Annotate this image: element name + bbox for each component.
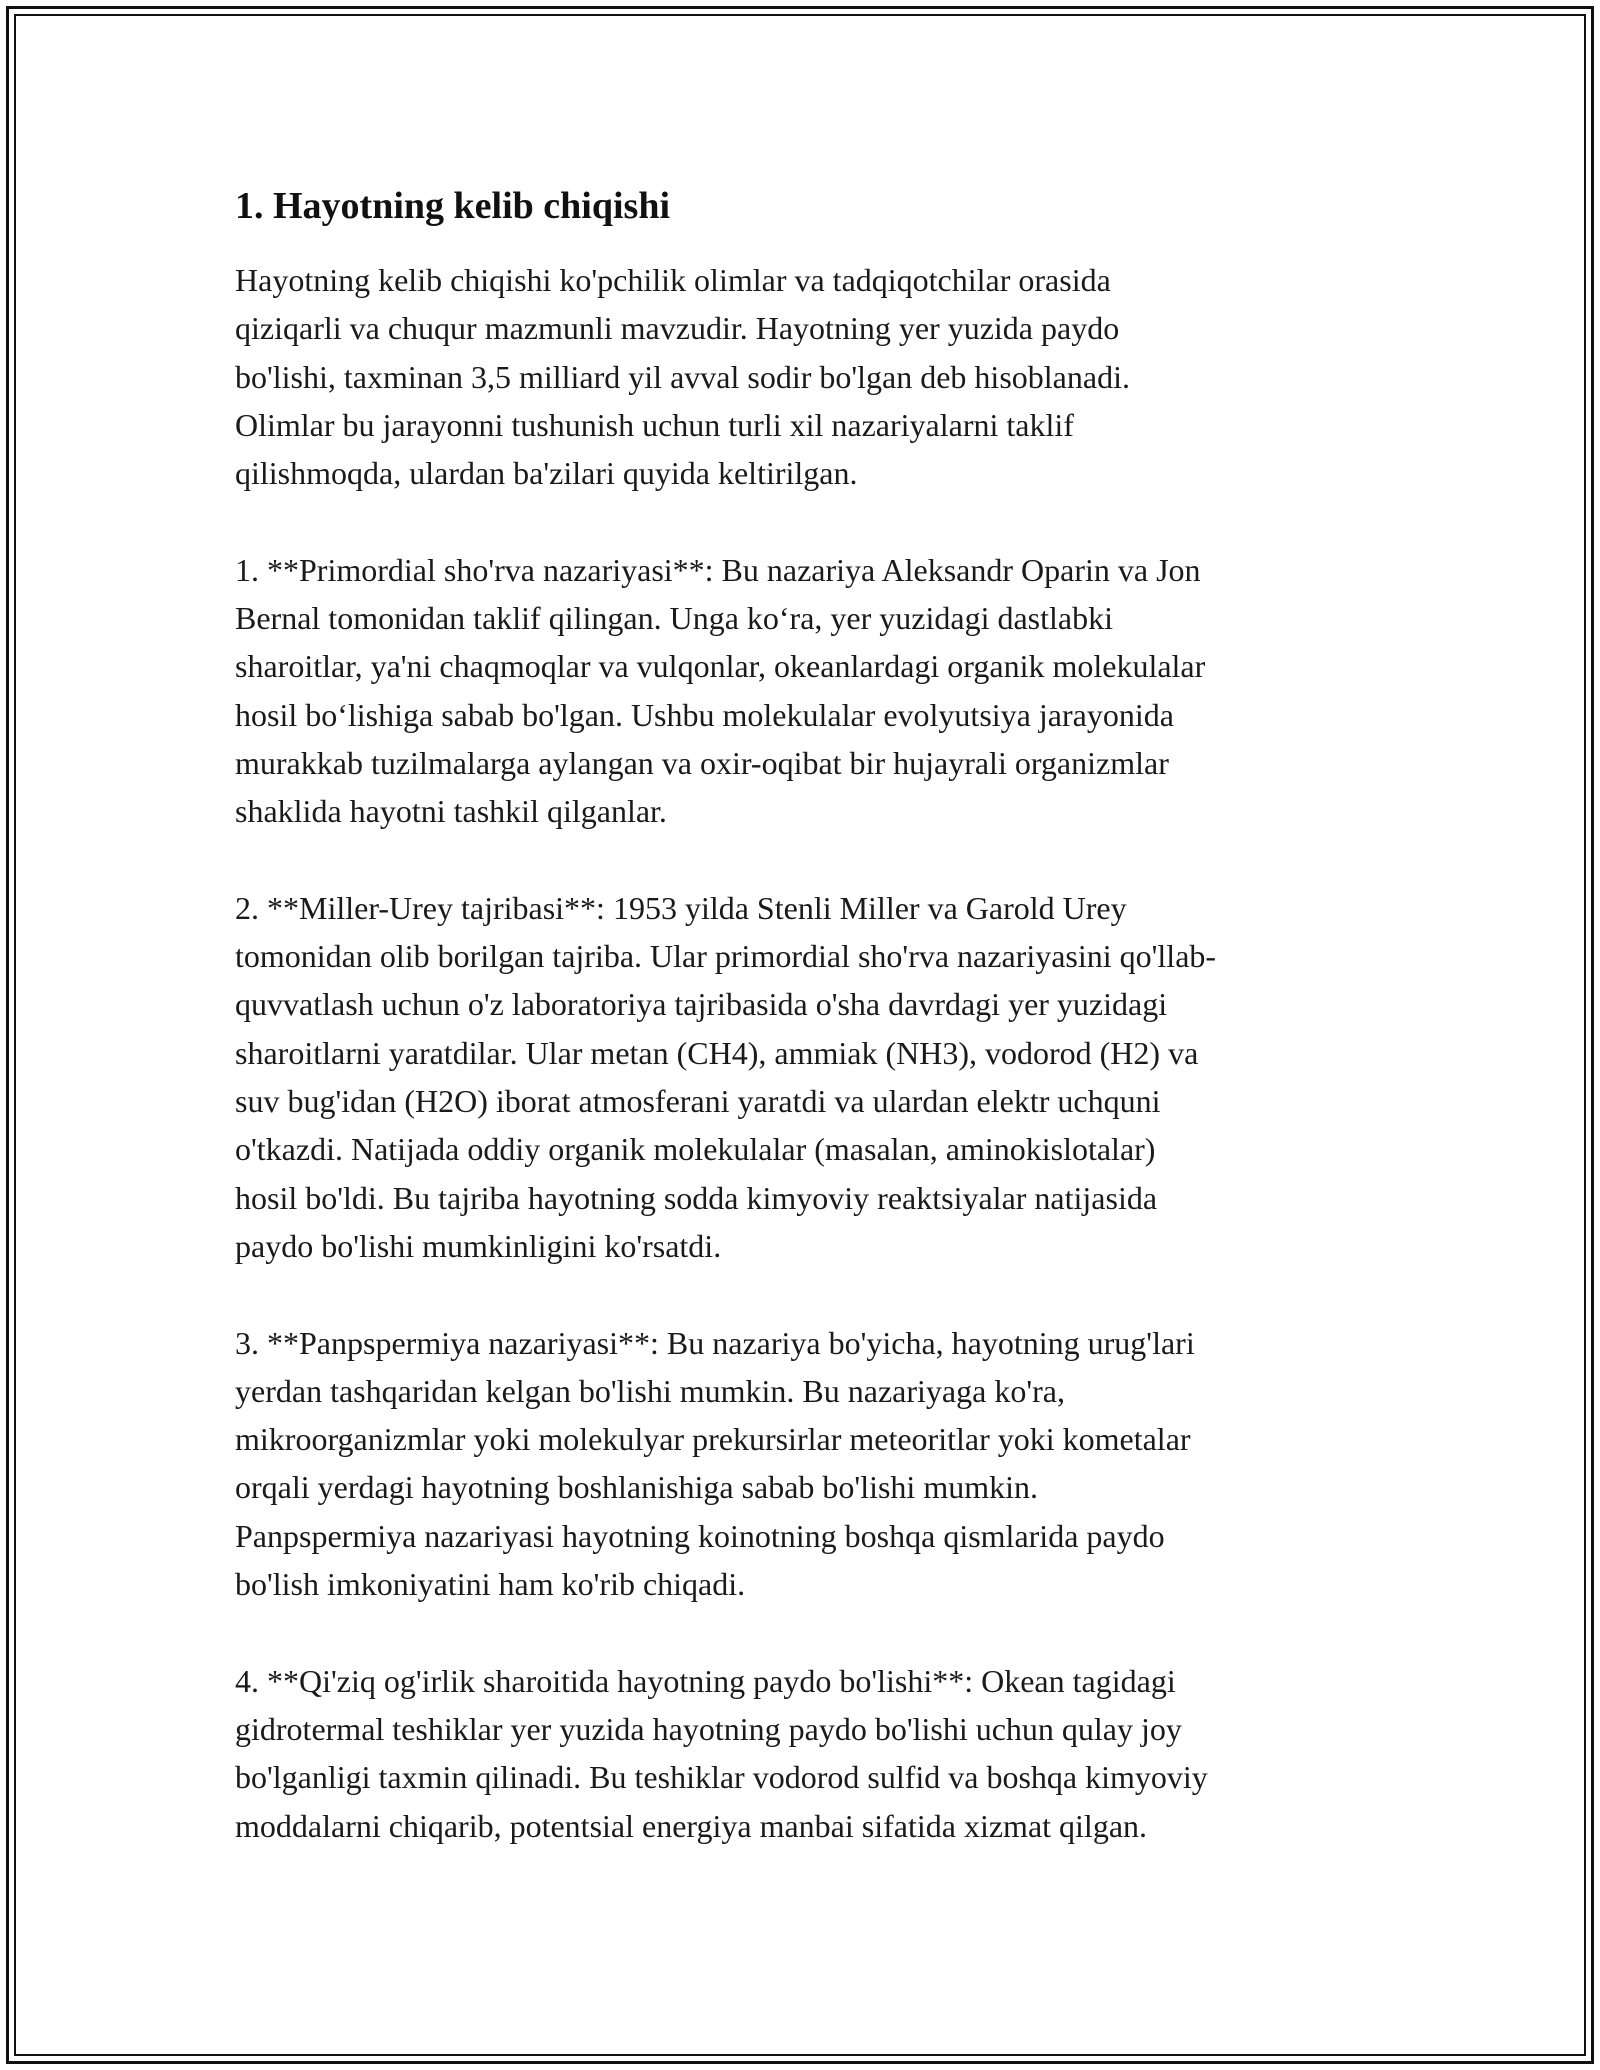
document-body bbox=[235, 182, 1370, 1898]
hydrothermal-paragraph: 4. **Qi'ziq og'irlik sharoitida hayotning paydo bo'lishi**: Okean tagidagi gidrotermal teshiklar yer yuzida hayotning paydo bo'lishi uchun qulay joy bo'lganligi taxmin qilinadi. Bu teshiklar vodorod sulfid va boshqa kimyoviy moddalarni chiqarib, potentsial energiya manbai sifatida xizmat qilgan. bbox=[235, 1662, 1208, 1844]
intro-paragraph: Hayotning kelib chiqishi ko'pchilik olimlar va tadqiqotchilar orasida qiziqarli va chuqur mazmunli mavzudir. Hayotning yer yuzida paydo bo'lishi, taxminan 3,5 milliard yil avval sodir bo'lgan deb hisoblanadi. Olimlar bu jarayonni tushunish uchun turli xil nazariyalarni taklif qilishmoqda, ulardan ba'zilari quyida keltirilgan. bbox=[235, 262, 1130, 492]
page-title: 1. Hayotning kelib chiqishi bbox=[235, 185, 671, 227]
miller-urey-paragraph: 2. **Miller-Urey tajribasi**: 1953 yilda Stenli Miller va Garold Urey tomonidan olib borilgan tajriba. Ular primordial sho'rva nazariyasini qo'llab- quvvatlash uchun o'z laboratoriya tajribasida o'sha davrdagi yer yuzidagi sharoitlarni yaratdilar. Ular metan (CH4), ammiak (NH3), vodorod (H2) va suv bug'idan (H2O) iborat atmosferani yaratdi va ulardan elektr uchquni o'tkazdi. Natijada oddiy organik molekulalar (masalan, aminokislotalar) hosil bo'ldi. Bu tajriba hayotning sodda kimyoviy reaktsiyalar natijasida paydo bo'lishi mumkinligini ko'rsatdi. bbox=[235, 889, 1217, 1264]
primordial-soup-paragraph: 1. **Primordial sho'rva nazariyasi**: Bu nazariya Aleksandr Oparin va Jon Bernal tomonidan taklif qilingan. Unga ko‘ra, yer yuzidagi dastlabki sharoitlar, ya'ni chaqmoqlar va vulqonlar, okeanlardagi organik molekulalar hosil bo‘lishiga sabab bo'lgan. Ushbu molekulalar evolyutsiya jarayonida murakkab tuzilmalarga aylangan va oxir-oqibat bir hujayrali organizmlar shaklida hayotni tashkil qilganlar. bbox=[235, 551, 1206, 830]
panspermia-paragraph: 3. **Panpspermiya nazariyasi**: Bu nazariya bo'yicha, hayotning urug'lari yerdan tashqaridan kelgan bo'lishi mumkin. Bu nazariyaga ko'ra, mikroorganizmlar yoki molekulyar prekursirlar meteoritlar yoki kometalar orqali yerdagi hayotning boshlanishiga sabab bo'lishi mumkin. Panpspermiya nazariyasi hayotning koinotning boshqa qismlarida paydo bo'lish imkoniyatini ham ko'rib chiqadi. bbox=[235, 1324, 1195, 1603]
